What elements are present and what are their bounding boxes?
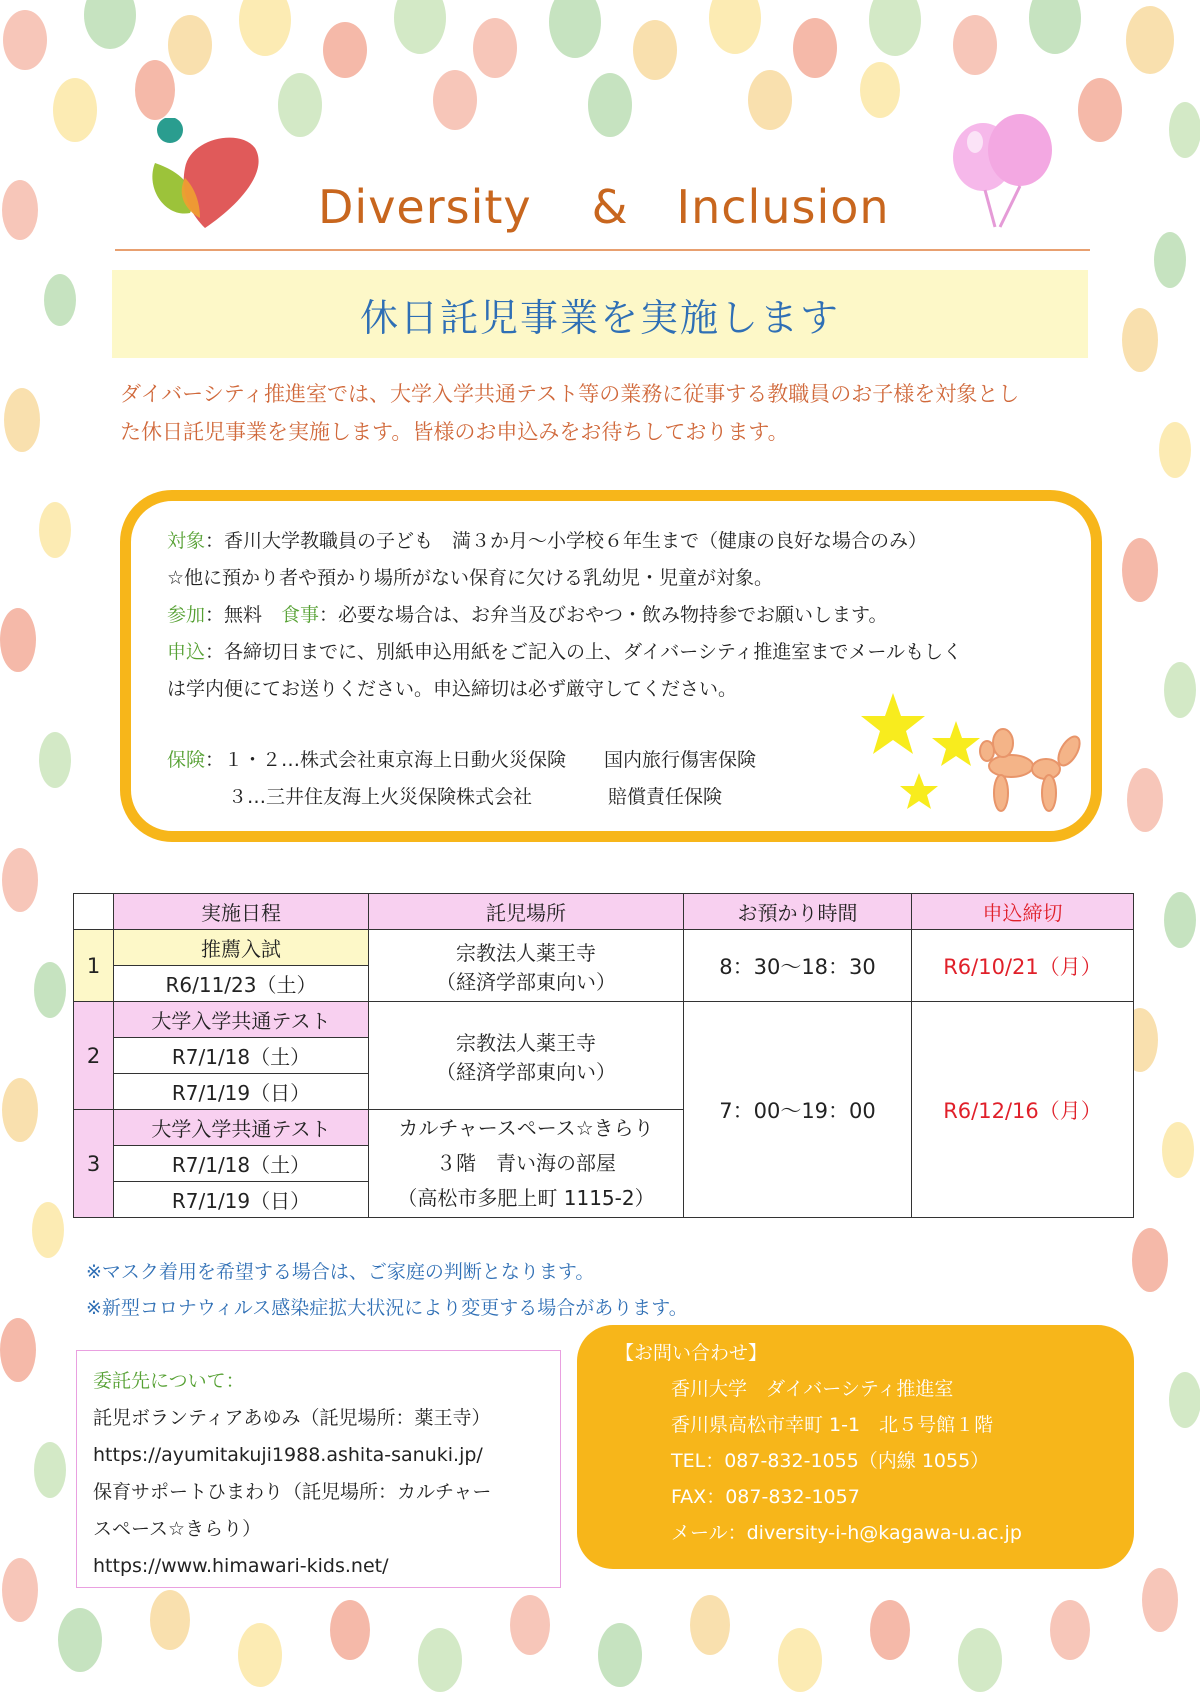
row1-exam: 推薦入試	[114, 930, 369, 966]
decorative-dot	[32, 1202, 64, 1258]
table-header-row	[74, 894, 1134, 930]
decorative-dot	[3, 10, 47, 70]
decorative-dot	[1078, 78, 1122, 142]
title-diversity: Diversity	[318, 180, 532, 234]
decorative-dot	[1126, 6, 1174, 74]
decorative-dot	[1132, 1228, 1168, 1292]
intro-line-2: た休日託児事業を実施します。皆様のお申込みをお待ちしております。	[120, 420, 789, 444]
header-time: お預かり時間	[684, 894, 912, 930]
decorative-dot	[0, 608, 36, 672]
decorative-dot	[870, 1600, 910, 1660]
row3-date-2: R7/1/19（日）	[114, 1182, 369, 1218]
decorative-dot	[418, 1628, 462, 1692]
table-header-blank	[74, 894, 114, 930]
decorative-dot	[690, 1595, 730, 1655]
decorative-dot	[748, 70, 792, 130]
row2-place-line-2: （経済学部東向い）	[436, 1059, 616, 1084]
row1-deadline: R6/10/21（月）	[912, 930, 1134, 1002]
insurance-label: 保険	[167, 749, 206, 771]
meal-text: ：必要な場合は、お弁当及びおやつ・飲み物持参でお願いします。	[319, 604, 888, 626]
decorative-dot	[4, 388, 40, 452]
target-label: 対象	[167, 530, 206, 552]
decorative-dot	[0, 1318, 36, 1382]
decorative-dot	[588, 73, 632, 137]
consign-body	[93, 1363, 553, 1585]
decorative-dot	[953, 15, 997, 75]
row3-place-line-2: ３階 青い海の部屋	[436, 1151, 616, 1175]
row-number-3: 3	[74, 1110, 114, 1218]
decorative-dot	[150, 1590, 190, 1650]
decorative-dot	[39, 732, 71, 788]
decorative-dot	[793, 18, 837, 78]
decorative-dot	[34, 962, 66, 1018]
diversity-logo-icon	[145, 118, 275, 238]
note-1: ※マスク着用を希望する場合は、ご家庭の判断となります。	[86, 1261, 595, 1283]
title-inclusion: Inclusion	[676, 180, 890, 234]
decorative-dot	[2, 180, 38, 240]
apply-text-2: は学内便にてお送りください。申込締切は必ず厳守してください。	[167, 678, 738, 700]
decorative-dot	[394, 0, 446, 54]
contact-title: 【お問い合わせ】	[615, 1342, 768, 1364]
decorative-dot	[323, 22, 367, 78]
contact-body	[615, 1335, 1125, 1551]
row3-date-1: R7/1/18（土）	[114, 1146, 369, 1182]
note-2: ※新型コロナウィルス感染症拡大状況により変更する場合があります。	[86, 1297, 688, 1319]
decorative-dot	[1050, 1600, 1090, 1660]
decorative-dot	[1159, 422, 1191, 478]
decorative-dot	[58, 1608, 102, 1672]
decorative-dot	[1169, 1372, 1200, 1428]
notes	[86, 1254, 986, 1326]
intro-line-1: ダイバーシティ推進室では、大学入学共通テスト等の業務に従事する教職員のお子様を対象とし	[120, 382, 1020, 406]
decorative-dot	[278, 73, 322, 137]
info-box	[120, 490, 1102, 842]
decorative-dot	[958, 1628, 1002, 1692]
shared-deadline: R6/12/16（月）	[912, 1002, 1134, 1218]
row2-date-2: R7/1/19（日）	[114, 1074, 369, 1110]
page-title: 休日託児事業を実施します	[359, 295, 840, 340]
decorative-dot	[53, 78, 97, 142]
apply-row	[167, 634, 1067, 671]
decorative-dot	[510, 1595, 550, 1655]
decorative-dot	[860, 62, 900, 118]
row1-place	[369, 930, 684, 1002]
consign-title: 委託先について：	[93, 1370, 245, 1392]
contact-box	[577, 1325, 1134, 1569]
row1-time: 8：30～18：30	[684, 930, 912, 1002]
row3-place-line-3: （高松市多肥上町 1115-2）	[397, 1186, 655, 1210]
target-text: ：香川大学教職員の子ども 満３か月～小学校６年生まで（健康の良好な場合のみ）	[205, 530, 928, 552]
header-title	[318, 172, 918, 242]
consign-line-1: 託児ボランティアあゆみ（託児場所：薬王寺）	[93, 1407, 491, 1429]
row-number-2: 2	[74, 1002, 114, 1110]
decorative-dot	[135, 60, 175, 120]
header-divider	[115, 249, 1090, 251]
contact-fax: FAX：087-832-1057	[671, 1486, 860, 1508]
target-row	[167, 523, 1067, 560]
decorative-dot	[239, 0, 291, 56]
header-schedule: 実施日程	[114, 894, 369, 930]
balloons-icon	[945, 112, 1065, 242]
consign-line-3: 保育サポートひまわり（託児場所：カルチャー	[93, 1481, 492, 1503]
row2-place	[369, 1002, 684, 1110]
table-row	[74, 1002, 1134, 1038]
decorative-dot	[84, 0, 136, 49]
decorative-dot	[1164, 662, 1196, 718]
target-note: ☆他に預かり者や預かり場所がない保育に欠ける乳幼児・児童が対象。	[167, 567, 774, 589]
decorative-dot	[473, 18, 517, 78]
decorative-dot	[598, 1623, 642, 1687]
intro-paragraph	[120, 375, 1085, 451]
apply-text-1: ：各締切日までに、別紙申込用紙をご記入の上、ダイバーシティ推進室までメールもしく	[205, 641, 962, 663]
consign-box	[76, 1350, 561, 1588]
decorative-dot	[869, 0, 921, 56]
decorative-dot	[709, 0, 761, 54]
row-number-1: 1	[74, 930, 114, 1002]
decorative-dot	[433, 70, 477, 130]
header-place: 託児場所	[369, 894, 684, 930]
decorative-dot	[2, 1558, 38, 1622]
row2-place-line-1: 宗教法人薬王寺	[456, 1030, 596, 1055]
decorative-dot	[2, 1078, 38, 1142]
insurance-line-2: ３…三井住友海上火災保険株式会社 賠償責任保険	[228, 786, 723, 808]
consign-url-2[interactable]: https://www.himawari-kids.net/	[93, 1555, 389, 1577]
decorative-dot	[1142, 1568, 1178, 1632]
row2-date-1: R7/1/18（土）	[114, 1038, 369, 1074]
title-ampersand: &	[591, 180, 629, 234]
decorative-dot	[549, 0, 601, 58]
row1-place-line-1: 宗教法人薬王寺	[456, 940, 596, 965]
decorative-dot	[238, 1623, 282, 1687]
contact-mail[interactable]: メール：diversity-i-h@kagawa-u.ac.jp	[671, 1522, 1022, 1544]
apply-label: 申込	[167, 641, 206, 663]
header-deadline: 申込締切	[912, 894, 1134, 930]
fee-text: ：無料	[205, 604, 282, 626]
stars-and-balloon-dog-icon	[861, 691, 1091, 821]
row3-place	[369, 1110, 684, 1218]
decorative-dot	[1122, 538, 1158, 602]
decorative-dot	[1029, 0, 1081, 54]
insurance-line-1: ：１・２…株式会社東京海上日動火災保険 国内旅行傷害保険	[205, 749, 757, 771]
decorative-dot	[330, 1600, 370, 1660]
row1-date: R6/11/23（土）	[114, 966, 369, 1002]
meal-label: 食事	[281, 604, 320, 626]
decorative-dot	[1162, 1122, 1194, 1178]
contact-address: 香川県高松市幸町 1-1 北５号館１階	[671, 1414, 994, 1436]
row1-place-line-2: （経済学部東向い）	[436, 969, 616, 994]
decorative-dot	[44, 274, 76, 326]
consign-url-1[interactable]: https://ayumitakuji1988.ashita-sanuki.jp/	[93, 1444, 483, 1466]
decorative-dot	[633, 20, 677, 80]
row2-exam: 大学入学共通テスト	[114, 1002, 369, 1038]
decorative-dot	[1127, 768, 1163, 832]
contact-org: 香川大学 ダイバーシティ推進室	[671, 1378, 954, 1400]
decorative-dot	[2, 848, 38, 912]
decorative-dot	[778, 1628, 822, 1692]
decorative-dot	[1122, 308, 1158, 372]
schedule-table	[73, 893, 1134, 1218]
contact-tel: TEL：087-832-1055（内線 1055）	[671, 1450, 990, 1472]
fee-label: 参加	[167, 604, 206, 626]
decorative-dot	[168, 15, 212, 75]
decorative-dot	[39, 502, 71, 558]
decorative-dot	[34, 1442, 66, 1498]
page-title-banner	[112, 270, 1088, 358]
decorative-dot	[1154, 232, 1186, 288]
row3-exam: 大学入学共通テスト	[114, 1110, 369, 1146]
shared-time: 7：00～19：00	[684, 1002, 912, 1218]
decorative-dot	[1164, 892, 1196, 948]
decorative-dot	[1169, 102, 1200, 158]
consign-line-4: スペース☆きらり）	[93, 1518, 262, 1540]
fee-row	[167, 597, 1067, 634]
row3-place-line-1: カルチャースペース☆きらり	[398, 1116, 654, 1140]
table-row	[74, 930, 1134, 966]
